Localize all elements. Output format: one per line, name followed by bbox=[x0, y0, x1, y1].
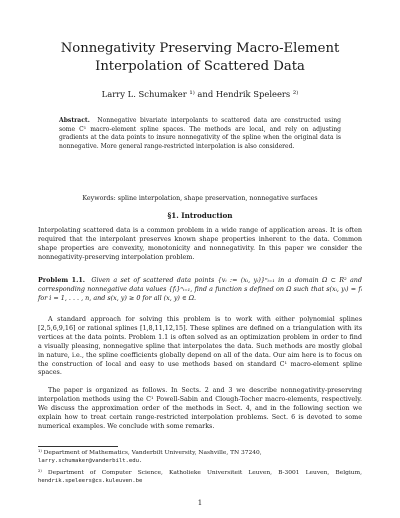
footnote-1-email: larry.schumaker@vanderbilt.edu. bbox=[38, 458, 143, 465]
paragraph-approach: A standard approach for solving this problem is to work with either polynomial splines [2,5,6,9,16] or rational splines [1,8,11,12,15]. These splines are defined on a triangulation with its vertices at the data points. Problem 1.1 is often solved as an optimization problem in order to find a visually pleasing, nonnegative spline that interpolates the data. Such methods are mostly global in nature, i.e., the spline coefficients globally depend on all of the data. Our aim here is to focus on the construction of local and easy to use methods based on standard C¹ macro-element spline spaces. bbox=[38, 315, 362, 377]
footnote-1 bbox=[38, 449, 362, 465]
problem-statement bbox=[38, 276, 362, 303]
intro-paragraph: Interpolating scattered data is a common problem in a wide range of application areas. It is often required that the interpolant preserves known shape properties inherent to the data. Common shape properties are convexity, monotonicity and nonnegativity. In this paper we consider the nonnegativity-preserving interpolation problem. bbox=[38, 226, 362, 261]
abstract-label: Abstract. bbox=[59, 117, 90, 124]
page-number: 1 bbox=[197, 499, 203, 507]
abstract-text: Nonnegative bivariate interpolants to scattered data are constructed using some C¹ macro-element spline spaces. The methods are local, and rely on adjusting gradients at the data points to insure nonnegativity of the spline when the original data is nonnegative. More general range-restricted interpolation is also considered. bbox=[59, 117, 341, 150]
paper-title: Nonnegativity Preserving Macro-Element Interpolation of Scattered Data bbox=[60, 41, 340, 74]
abstract bbox=[59, 117, 341, 151]
footnote-2-text: ²⁾ Department of Computer Science, Katholieke Universiteit Leuven, B-3001 Leuven, Belgium, bbox=[38, 470, 362, 476]
paragraph-organization: The paper is organized as follows. In Sects. 2 and 3 we describe nonnegativity-preserving interpolation methods using the C¹ Powell-Sabin and Clough-Tocher macro-elements, respectively. We discuss the approximation order of the methods in Sect. 4, and in the following section we explain how to treat certain range-restricted interpolation problems. Sect. 6 is devoted to some numerical examples. We conclude with some remarks. bbox=[38, 386, 362, 430]
footnote-1-text: ¹⁾ Department of Mathematics, Vanderbilt University, Nashville, TN 37240, bbox=[38, 450, 262, 456]
section-heading: §1. Introduction bbox=[167, 211, 233, 220]
footnote-2-email: hendrik.speleers@cs.kuleuven.be bbox=[38, 478, 143, 485]
problem-text: Given a set of scattered data points {vᵢ := (xᵢ, yᵢ)}ⁿᵢ₌₁ in a domain Ω ⊂ R² and corresponding nonnegative data values {fᵢ}ⁿᵢ₌₁, find a function s defined on Ω such that s(xᵢ, yᵢ) = fᵢ for i = 1, . . . , n, and s(x, y) ≥ 0 for all (x, y) ∈ Ω. bbox=[38, 276, 362, 302]
problem-label: Problem 1.1. bbox=[38, 276, 86, 284]
keywords: Keywords: spline interpolation, shape preservation, nonnegative surfaces bbox=[82, 195, 318, 202]
footnote-rule bbox=[38, 446, 118, 447]
author-line: Larry L. Schumaker ¹⁾ and Hendrik Speleers ²⁾ bbox=[101, 89, 299, 99]
footnote-2 bbox=[38, 469, 362, 485]
